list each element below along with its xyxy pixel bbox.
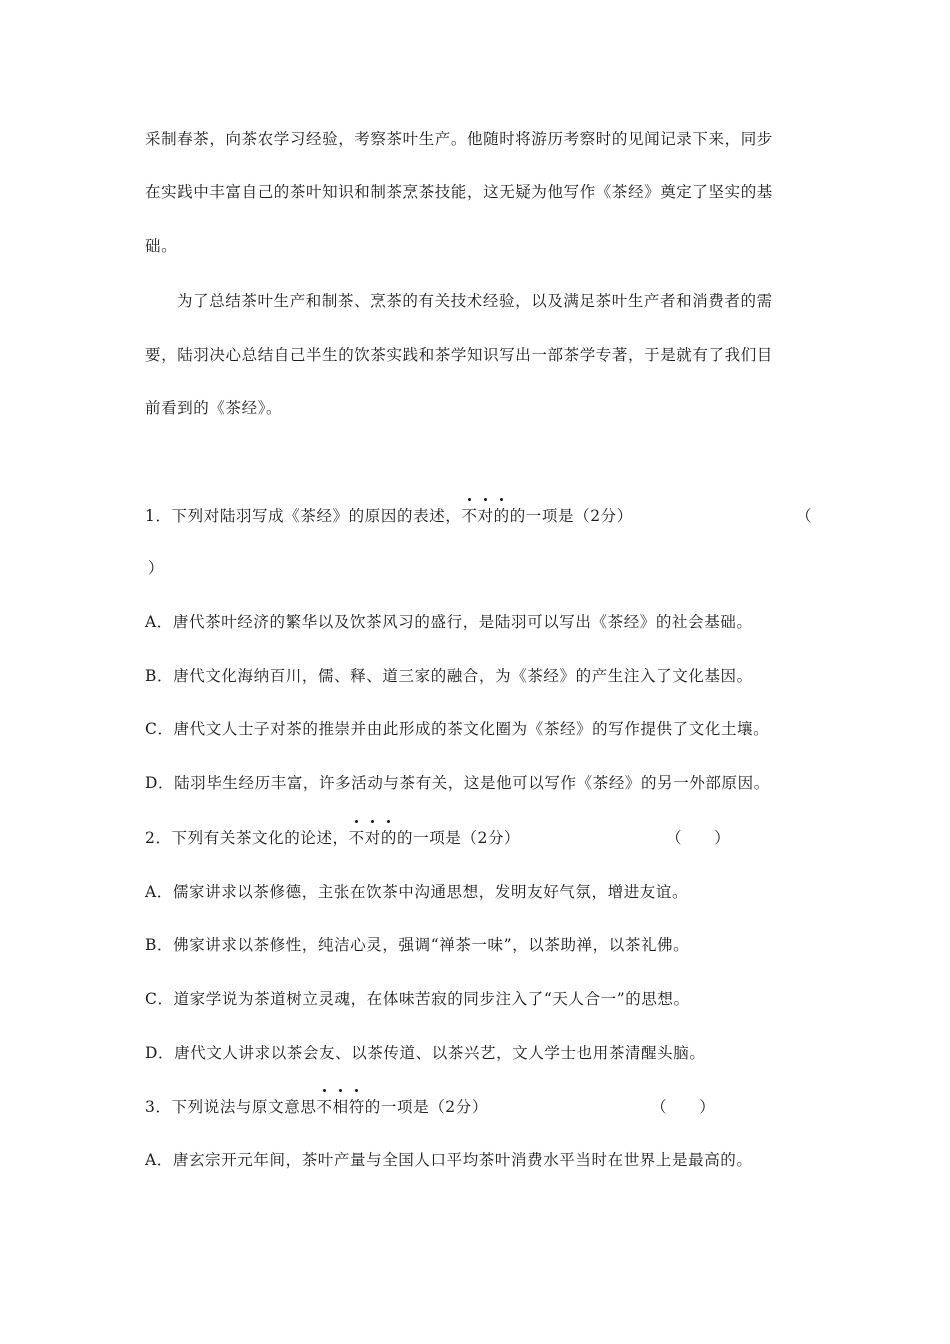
passage-line: 础。 — [145, 237, 178, 255]
emphasis-char: 相 — [332, 1098, 349, 1116]
option-b: B．佛家讲求以茶修性，纯洁心灵，强调“禅茶一味”，以茶助禅，以茶礼佛。 — [145, 936, 690, 954]
question-1-stem — [145, 506, 633, 526]
emphasis-char: 对 — [364, 829, 381, 847]
question-3-stem — [145, 1097, 488, 1117]
question-stem-text: 3．下列说法与原文意思 — [145, 1098, 317, 1116]
question-stem-text: 2．下列有关茶文化的论述， — [145, 829, 349, 847]
emphasis-char: 的 — [380, 829, 397, 847]
passage-line: 在实践中丰富自己的茶叶知识和制茶烹茶技能，这无疑为他写作《茶经》奠定了坚实的基 — [145, 183, 773, 201]
question-stem-text: 的一项是（2分） — [397, 829, 521, 847]
passage-line: 要，陆羽决心总结自己半生的饮茶实践和茶学知识写出一部茶学专著，于是就有了我们目 — [145, 346, 773, 364]
option-a: A．儒家讲求以茶修德，主张在饮茶中沟通思想，发明友好气氛，增进友谊。 — [145, 883, 689, 901]
emphasis-char: 对 — [477, 507, 494, 525]
option-c: C．唐代文人士子对茶的推崇并由此形成的茶文化圈为《茶经》的写作提供了文化土壤。 — [145, 720, 770, 738]
question-stem-text: 的一项是（2分） — [364, 1098, 488, 1116]
passage-line: 前看到的《茶经》。 — [145, 399, 283, 417]
option-b: B．唐代文化海纳百川，儒、释、道三家的融合，为《茶经》的产生注入了文化基因。 — [145, 667, 753, 685]
passage-line: 为了总结茶叶生产和制茶、烹茶的有关技术经验，以及满足茶叶生产者和消费者的需 — [177, 292, 773, 310]
option-d: D．唐代文人讲求以茶会友、以茶传道、以茶兴艺，文人学士也用茶清醒头脑。 — [145, 1044, 706, 1062]
question-2-stem — [145, 828, 520, 848]
question-stem-text: 1．下列对陆羽写成《茶经》的原因的表述， — [145, 507, 462, 525]
option-c: C．道家学说为茶道树立灵魂，在体味苦寂的同步注入了“天人合一”的思想。 — [145, 990, 690, 1008]
option-a: A．唐玄宗开元年间，茶叶产量与全国人口平均茶叶消费水平当时在世界上是最高的。 — [145, 1151, 753, 1169]
passage-line: 采制春茶，向茶农学习经验，考察茶叶生产。他随时将游历考察时的见闻记录下来，同步 — [145, 130, 773, 148]
answer-paren: （ ） — [666, 829, 731, 847]
emphasis-char: 符 — [348, 1098, 365, 1116]
question-stem-text: 的一项是（2分） — [509, 507, 633, 525]
answer-paren: （ ） — [651, 1098, 716, 1116]
answer-paren-close: ） — [148, 559, 165, 577]
answer-paren-open: （ — [796, 507, 812, 525]
option-d: D．陆羽毕生经历丰富，许多活动与茶有关，这是他可以写作《茶经》的另一外部原因。 — [145, 774, 770, 792]
emphasis-char: 不 — [461, 507, 478, 525]
option-a: A．唐代茶叶经济的繁华以及饮茶风习的盛行，是陆羽可以写出《茶经》的社会基础。 — [145, 613, 753, 631]
emphasis-char: 不 — [348, 829, 365, 847]
emphasis-char: 不 — [316, 1098, 333, 1116]
emphasis-char: 的 — [493, 507, 510, 525]
